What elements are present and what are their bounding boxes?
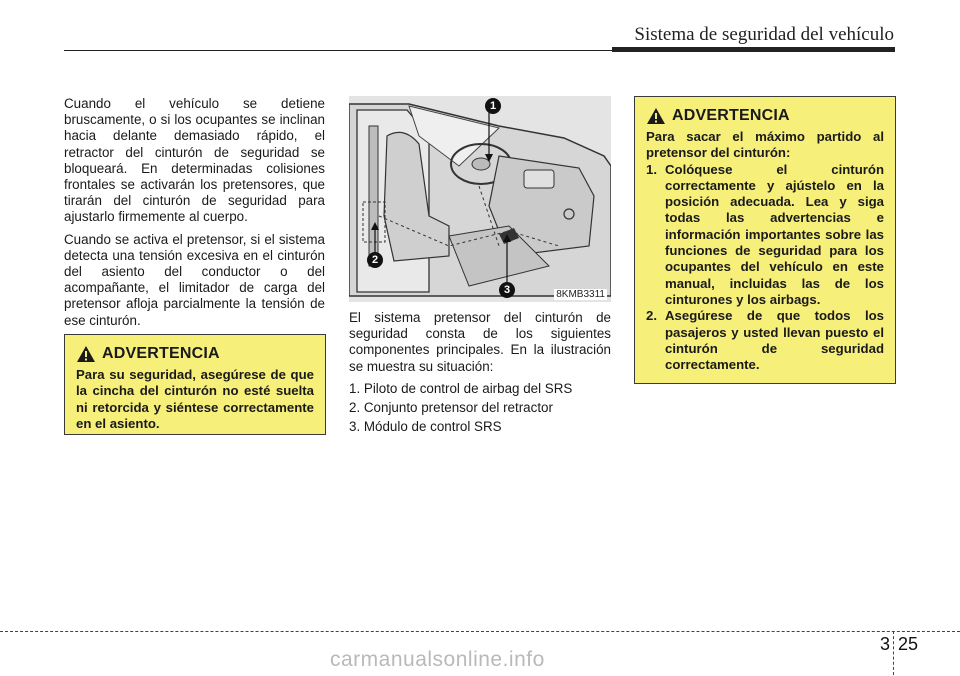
page-number: 25 (898, 634, 919, 654)
warning-title: ADVERTENCIA (102, 345, 220, 362)
warning-header (76, 345, 314, 363)
list-item: 2. Conjunto pretensor del retractor (349, 400, 553, 416)
warning-list (646, 162, 884, 374)
warning-triangle-icon (76, 345, 96, 363)
list-item: 1. Piloto de control de airbag del SRS (349, 380, 573, 396)
chapter-number: 3 (880, 634, 891, 654)
callout-1 (485, 98, 501, 114)
illustration-drawing (349, 96, 611, 302)
figure-code: 8KMB3311 (556, 289, 605, 300)
warning-box-left (64, 334, 326, 435)
callout-label: 3 (503, 284, 511, 296)
callout-label: 2 (371, 254, 379, 266)
warning-box-right (634, 96, 896, 384)
car-interior-illustration (349, 96, 611, 302)
paragraph: El sistema pretensor del cinturón de seguridad consta de los siguientes componentes principales. En la ilustración se muestra su situación: (349, 310, 611, 374)
warning-triangle-icon (646, 107, 666, 125)
warning-title: ADVERTENCIA (672, 107, 790, 124)
list-item (646, 308, 884, 373)
callout-label: 1 (489, 100, 497, 112)
section-title: Sistema de seguridad del vehículo (634, 24, 894, 45)
list-item: 3. Módulo de control SRS (349, 419, 502, 435)
header-rule (64, 50, 612, 51)
left-column (64, 96, 325, 335)
paragraph: Cuando el vehículo se detiene bruscamente, o si los ocupantes se inclinan hacia delante demasiado rápido, el retractor del cinturón de seguridad se bloqueará. En determinadas colisiones frontales se activarán los pretensores, que tirarán del cinturón de seguridad para ajustarlo firmemente al cuerpo. (64, 96, 325, 225)
page-separator (893, 631, 894, 675)
paragraph: Cuando se activa el pretensor, si el sistema detecta una tensión excesiva en el cinturón del asiento del conductor o del acompañante, el limitador de carga del pretensor afloja parcialmente la tensión de ese cinturón. (64, 231, 325, 328)
warning-intro: Para sacar el máximo partido al pretensor del cinturón: (646, 129, 884, 161)
footer-rule (0, 631, 960, 632)
component-list (349, 381, 611, 436)
warning-header (646, 107, 884, 125)
middle-column (349, 310, 611, 438)
header-rule-accent (612, 47, 895, 52)
warning-text: Para su seguridad, asegúrese de que la cincha del cinturón no esté suelta ni retorcida y siéntese correctamente en el asiento. (76, 367, 314, 431)
list-number: 1. (646, 161, 657, 177)
callout-3 (499, 282, 515, 298)
list-number: 2. (646, 308, 657, 324)
list-item (646, 162, 884, 309)
watermark: carmanualsonline.info (330, 648, 545, 671)
list-text: Colóquese el cinturón correctamente y ajústelo en la posición adecuada. Lea y siga todas las advertencias e información importantes sobre las funciones de seguridad para los ocupantes del vehículo en este manual, incluidas las de los cinturones y los airbags. (665, 161, 884, 307)
list-text: Asegúrese de que todos los pasajeros y usted llevan puesto el cinturón de seguridad correctamente. (665, 308, 884, 373)
callout-2 (367, 252, 383, 268)
